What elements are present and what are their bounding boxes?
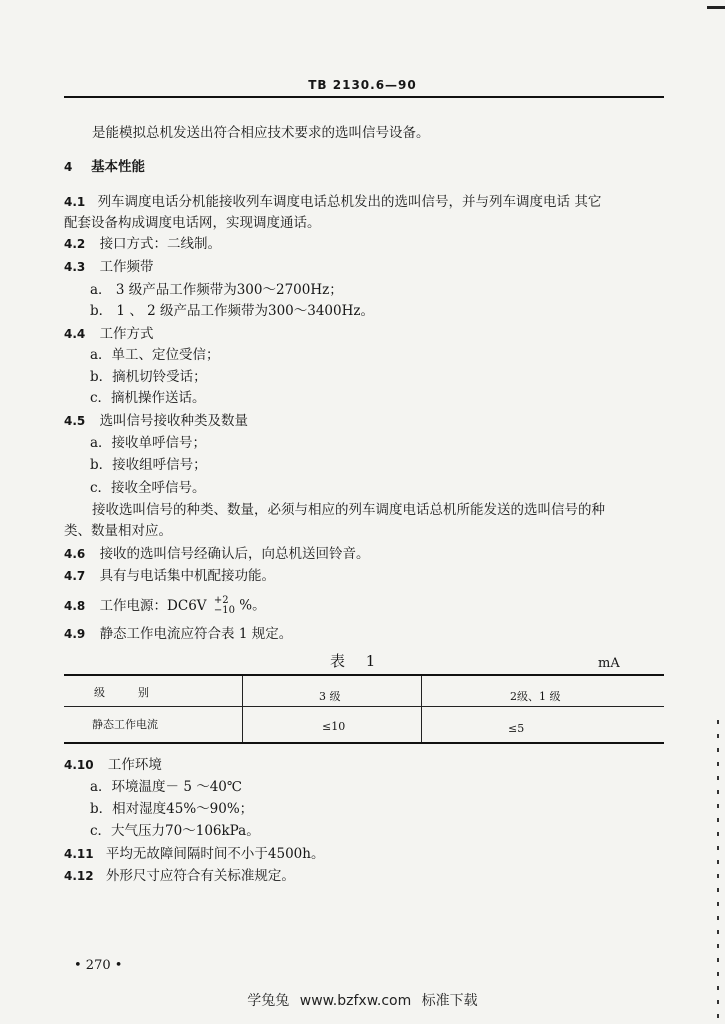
clause-title: 工作方式 bbox=[99, 326, 154, 342]
table-column-divider bbox=[242, 676, 243, 742]
clause-4-5-b: b．接收组呼信号； bbox=[90, 457, 207, 473]
table-row-label: 静态工作电流 bbox=[92, 718, 158, 731]
tolerance-upper: +2 bbox=[213, 595, 229, 606]
clause-4-2 bbox=[64, 235, 221, 253]
clause-4-6 bbox=[64, 545, 370, 563]
clause-4-10-b: b．相对湿度45%～90%； bbox=[90, 801, 254, 817]
clause-number: 4.2 bbox=[64, 237, 86, 251]
standard-code: TB 2130.6—90 bbox=[308, 78, 417, 92]
clause-text: 工作电源：DC6V bbox=[99, 597, 207, 614]
scan-edge-artifact bbox=[717, 720, 719, 1020]
clause-4-5 bbox=[64, 412, 248, 430]
header-rule bbox=[64, 96, 664, 98]
clause-number: 4.6 bbox=[64, 547, 86, 561]
clause-4-3-b: b． 1 、 2 级产品工作频带为300～3400Hz。 bbox=[90, 303, 374, 319]
table-title: 表 1 bbox=[330, 652, 384, 670]
clause-4-4 bbox=[64, 325, 154, 343]
watermark-text: 学兔兔 www.bzfxw.com 标准下载 bbox=[247, 993, 478, 1009]
clause-number: 4.5 bbox=[64, 414, 86, 428]
page-number: • 270 • bbox=[74, 958, 123, 973]
clause-number: 4.7 bbox=[64, 569, 86, 583]
clause-4-1 bbox=[64, 193, 601, 211]
clause-4-5-c: c．接收全呼信号。 bbox=[90, 480, 206, 496]
table-column-divider bbox=[421, 676, 422, 742]
clause-title: 选叫信号接收种类及数量 bbox=[99, 413, 249, 429]
clause-4-3 bbox=[64, 258, 154, 276]
clause-4-3-a: a． 3 级产品工作频带为300～2700Hz； bbox=[90, 282, 343, 298]
clause-number: 4.3 bbox=[64, 260, 86, 274]
table-header-cell: 2级、1 级 bbox=[510, 690, 561, 703]
clause-text: 平均无故障间隔时间不小于4500h。 bbox=[105, 846, 325, 862]
clause-4-10-a: a．环境温度－ 5 ～40℃ bbox=[90, 779, 243, 795]
table-cell: ≤10 bbox=[322, 720, 346, 733]
table-header-cell: 级 别 bbox=[94, 686, 149, 699]
table-1 bbox=[64, 674, 664, 744]
clause-number: 4.4 bbox=[64, 327, 86, 341]
table-bottom-rule bbox=[64, 742, 664, 744]
clause-4-4-a: a．单工、定位受信； bbox=[90, 347, 220, 363]
section-heading bbox=[64, 158, 145, 176]
clause-number: 4.8 bbox=[64, 598, 86, 613]
clause-number: 4.9 bbox=[64, 627, 86, 641]
section-number: 4 bbox=[64, 160, 73, 174]
clause-text: 外形尺寸应符合有关标准规定。 bbox=[105, 868, 295, 884]
table-top-rule bbox=[64, 674, 664, 676]
clause-4-8 bbox=[64, 596, 266, 616]
clause-number: 4.1 bbox=[64, 195, 86, 209]
clause-text: 列车调度电话分机能接收列车调度电话总机发出的选叫信号，并与列车调度电话 其它 bbox=[97, 194, 602, 210]
clause-4-5-a: a．接收单呼信号； bbox=[90, 435, 207, 451]
clause-4-11 bbox=[64, 845, 324, 863]
clause-text: 接口方式：二线制。 bbox=[99, 236, 222, 252]
clause-4-5-paragraph: 接收选叫信号的种类、数量，必须与相应的列车调度电话总机所能发送的选叫信号的种 bbox=[92, 502, 605, 518]
intro-continuation: 是能模拟总机发送出符合相应技术要求的选叫信号设备。 bbox=[92, 125, 430, 141]
clause-4-12 bbox=[64, 867, 295, 885]
clause-text: 接收的选叫信号经确认后，向总机送回铃音。 bbox=[99, 546, 370, 562]
clause-4-10-c: c．大气压力70～106kPa。 bbox=[90, 823, 260, 839]
clause-4-10 bbox=[64, 756, 162, 774]
clause-title: 工作环境 bbox=[107, 757, 162, 773]
section-title: 基本性能 bbox=[91, 159, 146, 175]
tolerance-lower: −10 bbox=[213, 605, 235, 616]
tolerance bbox=[214, 596, 235, 616]
table-header-rule bbox=[64, 706, 664, 707]
clause-text: 静态工作电流应符合表 1 规定。 bbox=[99, 626, 293, 642]
table-header-cell: 3 级 bbox=[319, 690, 341, 703]
clause-4-1-continued: 配套设备构成调度电话网，实现调度通话。 bbox=[64, 215, 321, 231]
table-unit: mA bbox=[598, 656, 620, 671]
clause-4-9 bbox=[64, 625, 292, 643]
clause-4-4-b: b．摘机切铃受话； bbox=[90, 369, 207, 385]
scan-artifact bbox=[707, 6, 725, 9]
clause-suffix: %。 bbox=[239, 597, 266, 614]
clause-4-7 bbox=[64, 567, 275, 585]
table-cell: ≤5 bbox=[508, 722, 525, 735]
clause-4-5-paragraph-continued: 类、数量相对应。 bbox=[64, 523, 172, 539]
clause-title: 工作频带 bbox=[99, 259, 154, 275]
clause-text: 具有与电话集中机配接功能。 bbox=[99, 568, 276, 584]
clause-number: 4.10 bbox=[64, 758, 94, 772]
clause-number: 4.12 bbox=[64, 869, 94, 883]
clause-number: 4.11 bbox=[64, 847, 94, 861]
clause-4-4-c: c．摘机操作送话。 bbox=[90, 390, 206, 406]
